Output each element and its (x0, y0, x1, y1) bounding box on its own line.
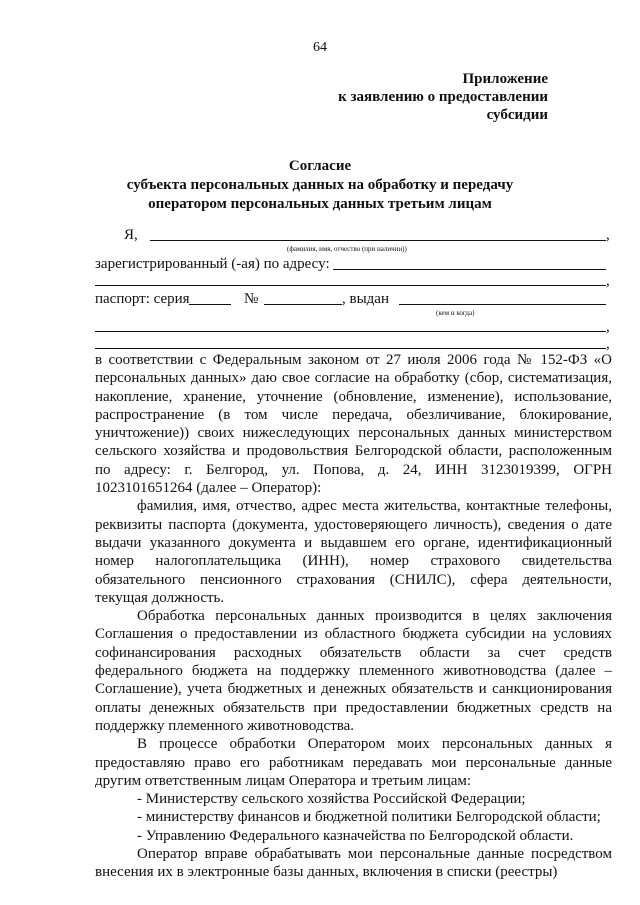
label-ya: Я, (124, 227, 138, 243)
label-passport-series: паспорт: серия (95, 291, 190, 307)
title-line-2: субъекта персональных данных на обработку и передачу (126, 177, 514, 193)
passport-number-blank[interactable] (264, 304, 342, 305)
paragraph-operator-rights: Оператор вправе обрабатывать мои персональные данные посредством внесения их в электронные базы данных, включения в списки (реестры) (95, 846, 612, 881)
issued-caption: (кем и когда) (436, 309, 475, 317)
comma-3: , (606, 319, 610, 335)
list-item-ministry-agriculture: - Министерству сельского хозяйства Российской Федерации; (137, 791, 526, 808)
issued-blank-2[interactable] (95, 331, 606, 332)
appendix-line-1: Приложение (462, 71, 548, 87)
issued-blank[interactable] (399, 304, 606, 305)
label-number: № (244, 291, 259, 307)
label-issued: , выдан (342, 291, 389, 307)
fio-blank[interactable] (150, 240, 606, 241)
appendix-line-3: субсидии (486, 107, 548, 123)
passport-series-blank[interactable] (189, 304, 231, 305)
consent-body (95, 351, 612, 882)
title-line-3: оператором персональных данных третьим лицам (148, 196, 492, 212)
paragraph-data-list: фамилия, имя, отчество, адрес места жительства, контактные телефоны, реквизиты паспорта (документа, удостоверяющего личность), сведения о дате выдачи указанного документа и выдавшем его органе, идентификационный номер налогоплательщика (ИНН), номер страхового свидетельства обязательного пенсионного страхования (СНИЛС), сфера деятельности, текущая должность. (95, 498, 612, 606)
paragraph-legal-basis: в соответствии с Федеральным законом от 27 июля 2006 года № 152-ФЗ «О персональных данных» даю свое согласие на обработку (сбор, систематизация, накопление, хранение, уточнение (обновление, изменение), использование, распространение (в том числе передача, обезличивание, блокирование, уничтожение)) своих нижеследующих персональных данных министерством сельского хозяйства и продовольствия Белгородской области, расположенным по адресу: г. Белгород, ул. Попова, д. 24, ИНН 3123019399, ОГРН 1023101651264 (далее – Оператор): (95, 352, 612, 497)
title-line-1: Согласие (288, 158, 352, 174)
list-item-treasury: - Управлению Федерального казначейства по Белгородской области. (137, 827, 574, 844)
document-title (0, 157, 640, 214)
address-blank-1[interactable] (333, 269, 606, 270)
label-registered: зарегистрированный (-ая) по адресу: (95, 256, 330, 272)
appendix-line-2: к заявлению о предоставлении (338, 89, 548, 105)
issued-blank-3[interactable] (95, 348, 606, 349)
paragraph-transfer: В процессе обработки Оператором моих персональных данных я предоставляю право его работникам передавать мои персональные данные другим ответственным лицам Оператора и третьим лицам: (95, 736, 612, 789)
address-blank-2[interactable] (95, 285, 606, 286)
list-item-ministry-finance: - министерству финансов и бюджетной политики Белгородской области; (137, 809, 601, 826)
comma-4: , (606, 336, 610, 352)
fio-caption: (фамилия, имя, отчество (при наличии)) (287, 245, 407, 253)
comma-2: , (606, 273, 610, 289)
page-number: 64 (313, 40, 327, 55)
appendix-header (338, 70, 548, 124)
paragraph-purpose: Обработка персональных данных производится в целях заключения Соглашения о предоставлении из областного бюджета субсидии на условиях софинансирования расходных обязательств области за счет средств федерального бюджета на поддержку племенного животноводства (далее – Соглашение), учета бюджетных и денежных обязательств и санкционирования оплаты денежных обязательств при предоставлении бюджетных средств на поддержку племенного животноводства. (95, 608, 612, 734)
comma-1: , (606, 227, 610, 243)
